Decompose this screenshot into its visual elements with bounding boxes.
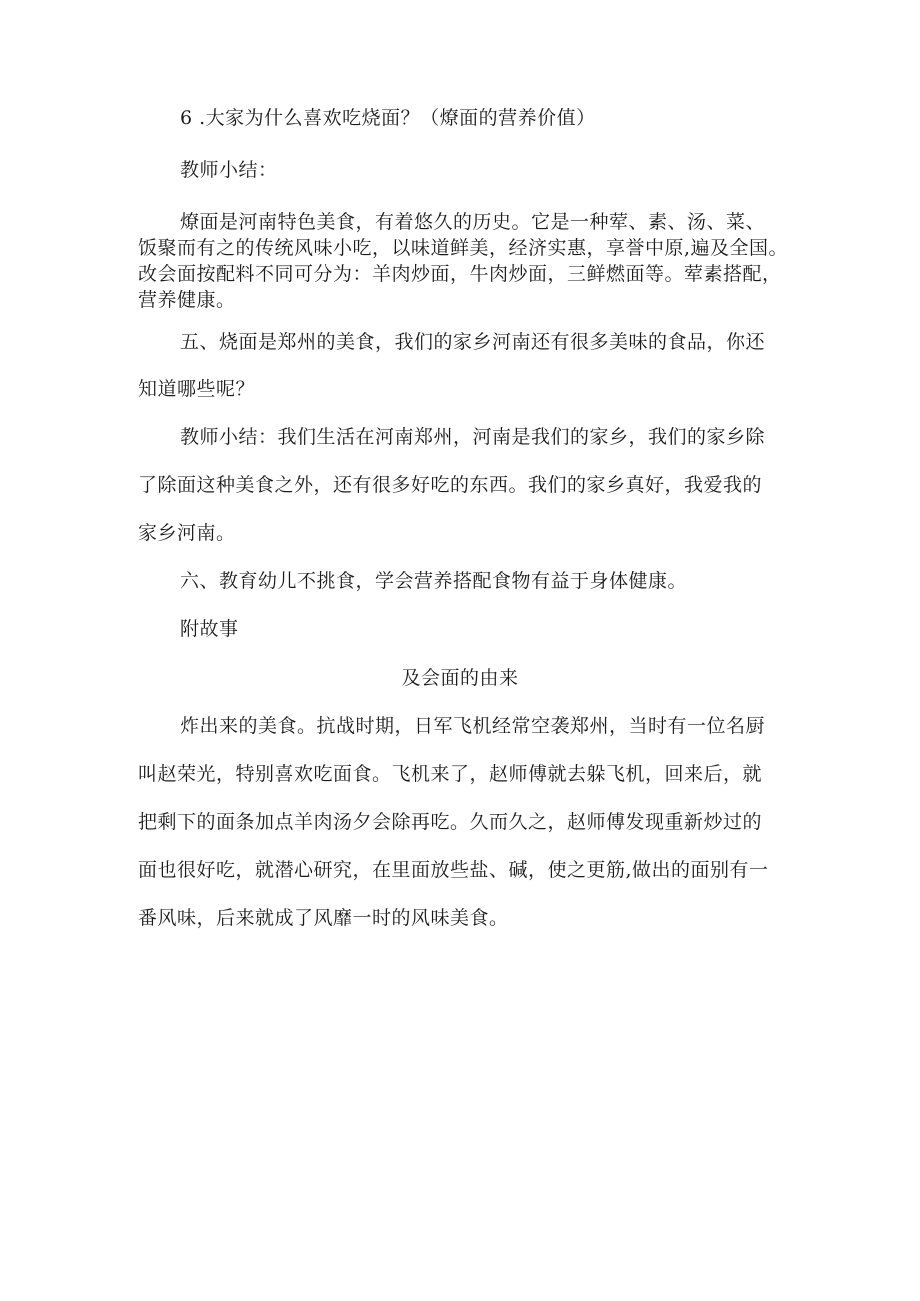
story-title: 及会面的由来: [401, 667, 519, 689]
story-line: 叫赵荣光，特别喜欢吃面食。飞机来了，赵师傅就去躲飞机，回来后，就: [138, 763, 763, 785]
story-line: 面也很好吃，就潜心研究，在里面放些盐、碱，使之更筋,做出的面别有一: [138, 859, 769, 881]
appendix-label: 附故事: [180, 618, 239, 640]
summary-line: 营养健康。: [138, 289, 236, 311]
story-line: 把剩下的面条加点羊肉汤夕会除再吃。久而久之，赵师傅发现重新炒过的: [138, 811, 763, 833]
section-5-line: 知道哪些呢？: [138, 378, 256, 400]
teacher-summary-label: 教师小结：: [180, 159, 278, 181]
question-6-heading: 6 .大家为什么喜欢吃烧面？（燎面的营养价值）: [180, 107, 596, 129]
story-line: 炸出来的美食。抗战时期，日军飞机经常空袭郑州，当时有一位名厨: [180, 715, 766, 737]
summary-line: 改会面按配料不同可分为：羊肉炒面，牛肉炒面，三鲜燃面等。荤素搭配，: [138, 263, 782, 285]
summary-line: 燎面是河南特色美食，有着悠久的历史。它是一种荤、素、汤、菜、: [180, 211, 766, 233]
summary-2-line: 教师小结：我们生活在河南郑州，河南是我们的家乡，我们的家乡除: [180, 426, 766, 448]
story-line: 番风味，后来就成了风靡一时的风味美食。: [138, 907, 509, 929]
summary-line: 饭聚而有之的传统风味小吃，以味道鲜美，经济实惠，享誉中原,遍及全国。: [138, 237, 789, 259]
summary-2-line: 了除面这种美食之外，还有很多好吃的东西。我们的家乡真好，我爱我的: [138, 474, 763, 496]
summary-2-line: 家乡河南。: [138, 522, 236, 544]
section-6: 六、教育幼儿不挑食，学会营养搭配食物有益于身体健康。: [180, 570, 688, 592]
section-5-line: 五、烧面是郑州的美食，我们的家乡河南还有很多美味的食品，你还: [180, 331, 766, 353]
